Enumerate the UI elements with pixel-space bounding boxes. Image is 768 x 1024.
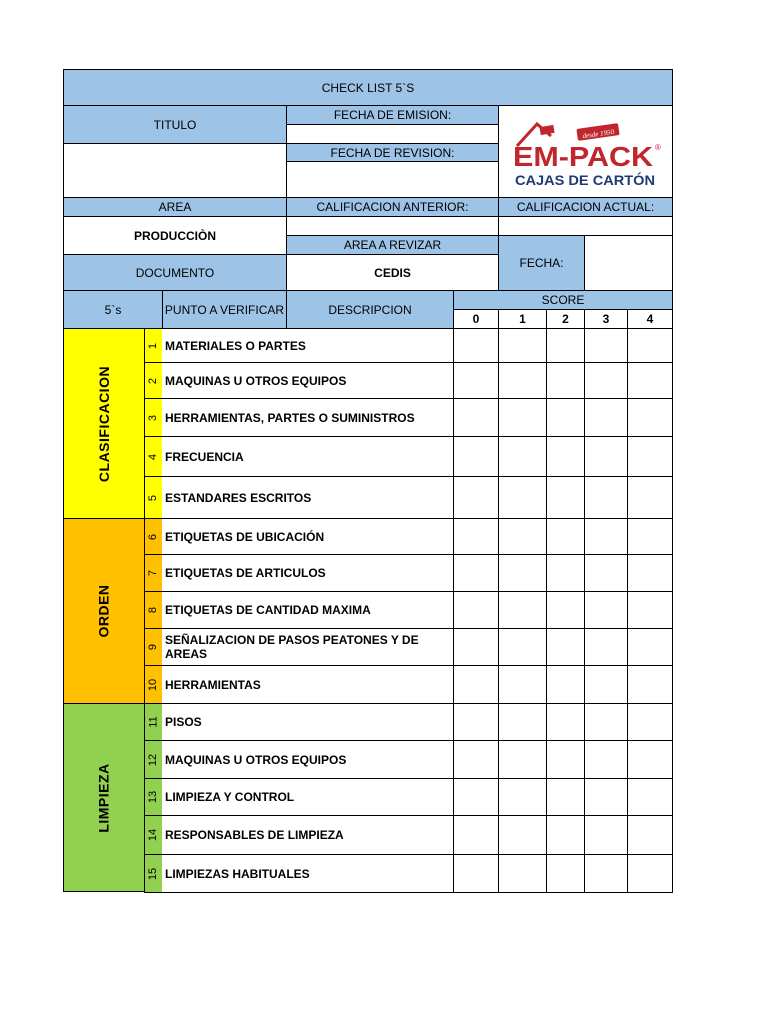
score-2-cell[interactable] bbox=[546, 815, 585, 855]
score-4-cell[interactable] bbox=[627, 703, 673, 741]
calificacion-actual-value[interactable] bbox=[498, 216, 673, 236]
score-2-cell[interactable] bbox=[546, 436, 585, 477]
score-4-cell[interactable] bbox=[627, 518, 673, 555]
score-0-cell[interactable] bbox=[453, 740, 499, 779]
score-0-cell[interactable] bbox=[453, 328, 499, 363]
fecha-label bbox=[498, 235, 585, 291]
item-text: ETIQUETAS DE CANTIDAD MAXIMA bbox=[165, 603, 371, 617]
score-4-cell[interactable] bbox=[627, 628, 673, 666]
empack-logo-icon bbox=[499, 106, 672, 197]
score-2-cell[interactable] bbox=[546, 518, 585, 555]
col-header-score bbox=[453, 290, 673, 310]
score-3-cell[interactable] bbox=[584, 740, 628, 779]
calificacion-anterior-value[interactable] bbox=[286, 216, 499, 236]
score-0-cell[interactable] bbox=[453, 665, 499, 704]
fecha-emision-value[interactable] bbox=[286, 124, 499, 144]
score-1-cell[interactable] bbox=[498, 362, 547, 399]
calificacion-actual-label bbox=[498, 197, 673, 217]
score-3-text: 3 bbox=[602, 312, 610, 326]
item-text-cell bbox=[162, 703, 454, 741]
score-1-text: 1 bbox=[519, 312, 526, 326]
item-text: HERRAMIENTAS, PARTES O SUMINISTROS bbox=[165, 410, 415, 425]
fecha-value[interactable] bbox=[584, 235, 673, 291]
score-1-cell[interactable] bbox=[498, 703, 547, 741]
item-number-cell bbox=[144, 362, 163, 399]
col-header-5s bbox=[63, 290, 163, 329]
item-text-cell bbox=[162, 328, 454, 363]
score-0-cell[interactable] bbox=[453, 436, 499, 477]
score-4-cell[interactable] bbox=[627, 362, 673, 399]
area-value-text: PRODUCCIÒN bbox=[133, 228, 216, 243]
item-number-cell bbox=[144, 778, 163, 816]
checklist-title bbox=[63, 69, 673, 106]
item-number: 10 bbox=[147, 678, 160, 691]
item-text-cell bbox=[162, 554, 454, 592]
section-limpieza bbox=[63, 703, 145, 892]
score-0-header bbox=[453, 309, 499, 329]
area-label bbox=[63, 197, 287, 217]
item-text: SEÑALIZACION DE PASOS PEATONES Y DE AREAS bbox=[165, 633, 419, 661]
score-2-cell[interactable] bbox=[546, 591, 585, 629]
score-3-cell[interactable] bbox=[584, 398, 628, 437]
score-1-cell[interactable] bbox=[498, 476, 547, 519]
col-header-descripcion-text: DESCRIPCION bbox=[328, 302, 412, 317]
score-0-cell[interactable] bbox=[453, 398, 499, 437]
score-2-cell[interactable] bbox=[546, 703, 585, 741]
calificacion-anterior-text: CALIFICACION ANTERIOR: bbox=[316, 200, 469, 214]
score-2-cell[interactable] bbox=[546, 328, 585, 363]
item-number: 6 bbox=[147, 533, 160, 540]
score-4-header bbox=[627, 309, 673, 329]
score-1-header bbox=[498, 309, 547, 329]
item-text: ETIQUETAS DE ARTICULOS bbox=[165, 566, 326, 580]
score-2-cell[interactable] bbox=[546, 740, 585, 779]
item-number: 3 bbox=[147, 414, 160, 421]
score-1-cell[interactable] bbox=[498, 854, 547, 893]
item-text: LIMPIEZA Y CONTROL bbox=[165, 790, 295, 804]
score-1-cell[interactable] bbox=[498, 778, 547, 816]
score-2-cell[interactable] bbox=[546, 854, 585, 893]
score-4-cell[interactable] bbox=[627, 476, 673, 519]
fecha-revision-value[interactable] bbox=[286, 161, 499, 198]
area-label-text: AREA bbox=[158, 200, 192, 214]
item-number: 14 bbox=[147, 828, 160, 842]
item-text: ESTANDARES ESCRITOS bbox=[165, 490, 312, 505]
item-number-cell bbox=[144, 703, 163, 741]
score-3-cell[interactable] bbox=[584, 362, 628, 399]
score-4-cell[interactable] bbox=[627, 778, 673, 816]
score-3-cell[interactable] bbox=[584, 665, 628, 704]
score-0-cell[interactable] bbox=[453, 628, 499, 666]
section-clasificacion-label: CLASIFICACION bbox=[96, 365, 113, 482]
titulo-label bbox=[63, 105, 287, 144]
item-number-cell bbox=[144, 476, 163, 519]
score-3-cell[interactable] bbox=[584, 778, 628, 816]
item-text-cell bbox=[162, 740, 454, 779]
item-text-cell bbox=[162, 665, 454, 704]
item-number: 8 bbox=[147, 606, 160, 614]
score-0-cell[interactable] bbox=[453, 703, 499, 741]
item-number: 2 bbox=[147, 377, 160, 384]
score-4-cell[interactable] bbox=[627, 398, 673, 437]
item-number: 11 bbox=[147, 716, 160, 728]
logo-brand-text: EM-PACK bbox=[513, 141, 653, 172]
score-3-cell[interactable] bbox=[584, 591, 628, 629]
col-header-5s-text: 5`s bbox=[104, 302, 122, 317]
score-3-cell[interactable] bbox=[584, 436, 628, 477]
score-4-cell[interactable] bbox=[627, 591, 673, 629]
fecha-emision-label bbox=[286, 105, 499, 125]
item-number-cell bbox=[144, 328, 163, 363]
score-2-text: 2 bbox=[562, 312, 569, 326]
score-4-cell[interactable] bbox=[627, 665, 673, 704]
item-number-cell bbox=[144, 518, 163, 555]
item-text: FRECUENCIA bbox=[165, 449, 244, 464]
score-3-cell[interactable] bbox=[584, 703, 628, 741]
item-number: 1 bbox=[147, 342, 160, 349]
area-revisar-text: AREA A REVIZAR bbox=[343, 238, 442, 252]
score-1-cell[interactable] bbox=[498, 518, 547, 555]
score-3-header bbox=[584, 309, 628, 329]
score-4-cell[interactable] bbox=[627, 740, 673, 779]
item-text: MAQUINAS U OTROS EQUIPOS bbox=[165, 752, 347, 767]
item-text-cell bbox=[162, 591, 454, 629]
fecha-revision-text: FECHA DE REVISION: bbox=[330, 145, 455, 160]
item-number-cell bbox=[144, 591, 163, 629]
item-number: 4 bbox=[147, 453, 160, 460]
item-text-cell bbox=[162, 362, 454, 399]
logo-tagline-text: CAJAS DE CARTÓN bbox=[515, 172, 650, 188]
item-number-cell bbox=[144, 436, 163, 477]
item-text-cell bbox=[162, 778, 454, 816]
item-number: 12 bbox=[147, 753, 160, 766]
area-revisar-value[interactable] bbox=[286, 254, 499, 291]
calificacion-anterior-label bbox=[286, 197, 499, 217]
score-1-cell[interactable] bbox=[498, 328, 547, 363]
item-text-cell bbox=[162, 398, 454, 437]
documento-label bbox=[63, 254, 287, 291]
score-0-cell[interactable] bbox=[453, 778, 499, 816]
logo-registered-text: ® bbox=[655, 143, 661, 152]
score-1-cell[interactable] bbox=[498, 591, 547, 629]
score-1-cell[interactable] bbox=[498, 740, 547, 779]
score-2-cell[interactable] bbox=[546, 362, 585, 399]
score-4-cell[interactable] bbox=[627, 854, 673, 893]
col-header-score-text: SCORE bbox=[541, 293, 585, 307]
section-orden-label: ORDEN bbox=[96, 584, 112, 638]
documento-label-text: DOCUMENTO bbox=[135, 265, 215, 280]
score-3-cell[interactable] bbox=[584, 476, 628, 519]
score-0-cell[interactable] bbox=[453, 362, 499, 399]
col-header-punto-text: PUNTO A VERIFICAR bbox=[164, 302, 285, 317]
score-4-cell[interactable] bbox=[627, 436, 673, 477]
item-text: PISOS bbox=[165, 715, 202, 729]
score-2-cell[interactable] bbox=[546, 476, 585, 519]
item-number: 5 bbox=[147, 494, 160, 501]
item-text: RESPONSABLES DE LIMPIEZA bbox=[165, 828, 344, 842]
area-revisar-value-text: CEDIS bbox=[374, 265, 411, 280]
item-number-cell bbox=[144, 554, 163, 592]
score-3-cell[interactable] bbox=[584, 854, 628, 893]
item-text-cell bbox=[162, 476, 454, 519]
score-4-cell[interactable] bbox=[627, 815, 673, 855]
col-header-punto bbox=[162, 290, 287, 329]
score-2-header bbox=[546, 309, 585, 329]
score-3-cell[interactable] bbox=[584, 628, 628, 666]
item-number: 9 bbox=[147, 643, 160, 651]
score-1-cell[interactable] bbox=[498, 398, 547, 437]
item-number: 13 bbox=[147, 790, 160, 804]
score-0-cell[interactable] bbox=[453, 854, 499, 893]
item-text: ETIQUETAS DE UBICACIÓN bbox=[165, 529, 325, 544]
col-header-descripcion bbox=[286, 290, 454, 329]
score-2-cell[interactable] bbox=[546, 628, 585, 666]
item-text: LIMPIEZAS HABITUALES bbox=[165, 866, 310, 881]
fecha-revision-label bbox=[286, 143, 499, 162]
since-badge-text: desde 1950 bbox=[582, 127, 615, 141]
titulo-value[interactable] bbox=[63, 143, 287, 198]
score-3-cell[interactable] bbox=[584, 554, 628, 592]
score-4-cell[interactable] bbox=[627, 328, 673, 363]
item-number: 15 bbox=[147, 867, 160, 880]
score-0-cell[interactable] bbox=[453, 476, 499, 519]
score-0-cell[interactable] bbox=[453, 554, 499, 592]
score-0-cell[interactable] bbox=[453, 591, 499, 629]
checklist-title-text: CHECK LIST 5`S bbox=[321, 80, 415, 95]
section-limpieza-label: LIMPIEZA bbox=[96, 762, 112, 833]
item-text: MATERIALES O PARTES bbox=[165, 338, 306, 353]
score-2-cell[interactable] bbox=[546, 778, 585, 816]
score-1-cell[interactable] bbox=[498, 628, 547, 666]
score-0-cell[interactable] bbox=[453, 815, 499, 855]
company-logo bbox=[498, 105, 673, 198]
score-1-cell[interactable] bbox=[498, 436, 547, 477]
calificacion-actual-text: CALIFICACION ACTUAL: bbox=[516, 200, 655, 214]
item-number-cell bbox=[144, 854, 163, 893]
score-4-cell[interactable] bbox=[627, 554, 673, 592]
item-text-cell bbox=[162, 628, 454, 666]
item-number: 7 bbox=[147, 569, 160, 577]
score-1-cell[interactable] bbox=[498, 815, 547, 855]
item-text-cell bbox=[162, 436, 454, 477]
item-number-cell bbox=[144, 740, 163, 779]
item-number-cell bbox=[144, 815, 163, 855]
titulo-label-text: TITULO bbox=[153, 117, 197, 132]
score-0-text: 0 bbox=[472, 312, 480, 326]
item-text-cell bbox=[162, 518, 454, 555]
score-0-cell[interactable] bbox=[453, 518, 499, 555]
score-2-cell[interactable] bbox=[546, 398, 585, 437]
score-3-cell[interactable] bbox=[584, 328, 628, 363]
score-1-cell[interactable] bbox=[498, 554, 547, 592]
score-2-cell[interactable] bbox=[546, 554, 585, 592]
item-text-cell bbox=[162, 854, 454, 893]
item-text: HERRAMIENTAS bbox=[165, 677, 261, 692]
score-4-text: 4 bbox=[646, 312, 654, 326]
score-3-cell[interactable] bbox=[584, 518, 628, 555]
item-text: MAQUINAS U OTROS EQUIPOS bbox=[165, 373, 347, 388]
score-2-cell[interactable] bbox=[546, 665, 585, 704]
score-1-cell[interactable] bbox=[498, 665, 547, 704]
item-number-cell bbox=[144, 628, 163, 666]
section-orden bbox=[63, 518, 145, 704]
item-number-cell bbox=[144, 398, 163, 437]
section-clasificacion bbox=[63, 328, 145, 519]
fecha-emision-text: FECHA DE EMISION: bbox=[333, 108, 452, 122]
fecha-label-text: FECHA: bbox=[519, 256, 564, 270]
score-3-cell[interactable] bbox=[584, 815, 628, 855]
item-text-cell bbox=[162, 815, 454, 855]
item-number-cell bbox=[144, 665, 163, 704]
area-value[interactable] bbox=[63, 216, 287, 255]
area-revisar-label bbox=[286, 235, 499, 255]
